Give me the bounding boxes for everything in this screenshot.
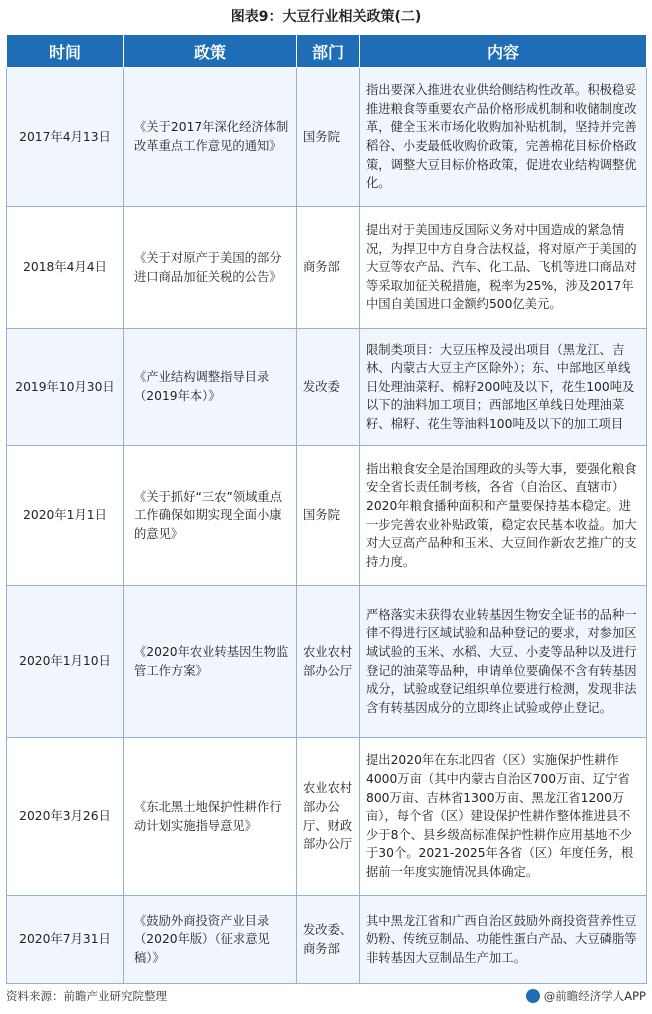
cell-department: 国务院 [297,446,360,586]
cell-time: 2020年1月10日 [7,586,124,738]
header-time: 时间 [7,35,124,68]
cell-content: 指出粮食安全是治国理政的头等大事，要强化粮食安全省长责任制考核，各省（自治区、直辖市）2020年粮食播种面积和产量要保持基本稳定。进一步完善农业补贴政策，稳定农民基本收益。加大对大豆高产品种和玉米、大豆间作新农艺推广的支持力度。 [360,446,647,586]
brand-logo-icon [526,989,540,1003]
cell-content: 限制类项目：大豆压榨及浸出项目（黑龙江、吉林、内蒙古大豆主产区除外）；东、中部地区单线日处理油菜籽、棉籽200吨及以下，花生100吨及以下的油料加工项目；西部地区单线日处理油菜籽、棉籽、花生等油料100吨及以下的加工项目 [360,329,647,446]
cell-content: 严格落实未获得农业转基因生物安全证书的品种一律不得进行区域试验和品种登记的要求，对参加区域试验的玉米、水稻、大豆、小麦等品种以及进行登记的油菜等品种，申请单位要确保不含有转基因成分，试验或登记组织单位要进行检测，发现非法含有转基因成分的立即终止试验或停止登记。 [360,586,647,738]
header-department: 部门 [297,35,360,68]
footer [6,984,646,1008]
cell-time: 2019年10月30日 [7,329,124,446]
table-row [7,207,647,329]
cell-policy: 《关于对原产于美国的部分进口商品加征关税的公告》 [124,207,297,329]
cell-content: 提出对于美国违反国际义务对中国造成的紧急情况，为捍卫中方自身合法权益，将对原产于美国的大豆等农产品、汽车、化工品、飞机等进口商品对等采取加征关税措施，税率为25%，涉及2017年中国自美国进口金额约500亿美元。 [360,207,647,329]
table-header-row [7,35,647,68]
table-row [7,329,647,446]
cell-time: 2020年3月26日 [7,738,124,896]
cell-time: 2020年1月1日 [7,446,124,586]
cell-department: 农业农村部办公厅 [297,586,360,738]
table-row [7,68,647,207]
header-policy: 政策 [124,35,297,68]
table-row [7,738,647,896]
cell-department: 商务部 [297,207,360,329]
cell-policy: 《产业结构调整指导目录（2019年本）》 [124,329,297,446]
cell-time: 2020年7月31日 [7,896,124,984]
table-row [7,586,647,738]
cell-department: 发改委、商务部 [297,896,360,984]
table-row [7,896,647,984]
cell-department: 国务院 [297,68,360,207]
table-title: 图表9：大豆行业相关政策(二) [230,9,422,25]
cell-time: 2018年4月4日 [7,207,124,329]
source-note: 资料来源：前瞻产业研究院整理 [6,989,167,1003]
cell-policy: 《东北黑土地保护性耕作行动计划实施指导意见》 [124,738,297,896]
cell-content: 提出2020年在东北四省（区）实施保护性耕作4000万亩（其中内蒙古自治区700万亩、辽宁省800万亩、吉林省1300万亩、黑龙江省1200万亩），每个省（区）建设保护性耕作整体推进县不少于8个、县乡级高标准保护性耕作应用基地不少于30个。2021-2025年各省（区）年度任务，根据前一年度实施情况具体确定。 [360,738,647,896]
header-content: 内容 [360,35,647,68]
policy-table [6,34,647,984]
cell-content: 指出要深入推进农业供给侧结构性改革。积极稳妥推进粮食等重要农产品价格形成机制和收储制度改革，健全玉米市场化收购加补贴机制，坚持并完善稻谷、小麦最低收购价政策，完善棉花目标价格政策，调整大豆目标价格政策，促进农业结构调整优化。 [360,68,647,207]
cell-department: 农业农村部办公厅、财政部办公厅 [297,738,360,896]
cell-policy: 《关于抓好“三农”领域重点工作确保如期实现全面小康的意见》 [124,446,297,586]
cell-policy: 《关于2017年深化经济体制改革重点工作意见的通知》 [124,68,297,207]
cell-department: 发改委 [297,329,360,446]
brand-text: @前瞻经济学人APP [543,989,646,1003]
cell-content: 其中黑龙江省和广西自治区鼓励外商投资营养性豆奶粉、传统豆制品、功能性蛋白产品、大豆磷脂等非转基因大豆制品生产加工。 [360,896,647,984]
cell-time: 2017年4月13日 [7,68,124,207]
cell-policy: 《鼓励外商投资产业目录（2020年版）（征求意见稿）》 [124,896,297,984]
brand-credit [526,988,646,1004]
cell-policy: 《2020年农业转基因生物监管工作方案》 [124,586,297,738]
table-row [7,446,647,586]
